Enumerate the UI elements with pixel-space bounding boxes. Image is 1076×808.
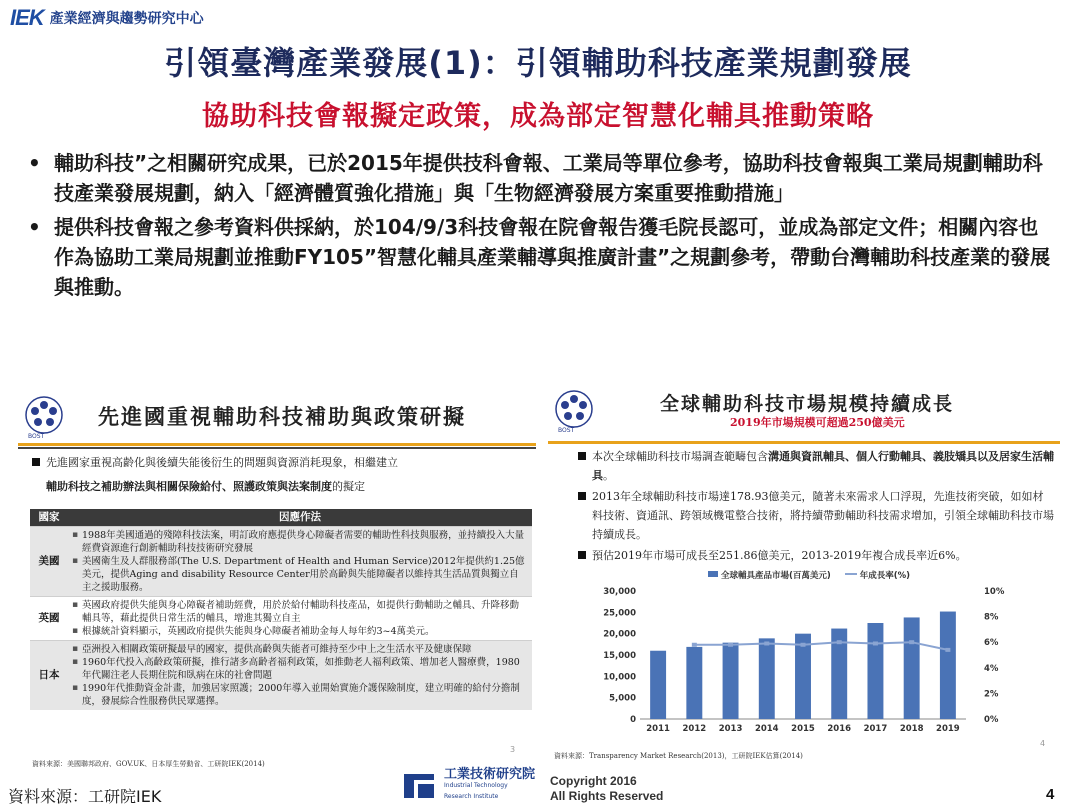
square-bullet-icon — [32, 458, 40, 466]
panel-title: 先進國重視輔助科技補助與政策研擬 — [98, 404, 466, 429]
panel-page-number: 3 — [510, 745, 516, 754]
x-tick-label: 2015 — [791, 724, 815, 734]
table-row: 美國 ▪ 1988年美國通過的殘障科技法案，明訂政府應提供身心障礙者需要的輔助性科技與服務，並持續投入大量經費資源進行創新輔助科技技術研究發展 ▪ 美國衛生及人群服務部(The U.S. Department of Health and Human Service)2012年提供約1.25億美元，提供Aging and disability Resource Center用於高齡與失能障礙者以維持其生活品質與獨立自主之援助服務。 — [30, 526, 532, 596]
market-panel — [548, 383, 1068, 775]
table-header: 因應作法 — [68, 509, 532, 526]
market-chart-svg — [594, 579, 1004, 739]
y-left-tick-label: 5,000 — [609, 693, 636, 704]
bar-2017 — [867, 623, 883, 719]
y-right-tick-label: 0% — [984, 715, 999, 725]
bar-2011 — [650, 651, 666, 719]
bar-2012 — [686, 647, 702, 719]
bullet-list — [28, 148, 1058, 306]
panel-subtitle: 2019年市場規模可超過250億美元 — [730, 416, 905, 429]
dark-divider — [18, 447, 536, 449]
y-left-tick-label: 20,000 — [603, 629, 636, 640]
x-tick-label: 2013 — [718, 724, 743, 734]
iek-logo — [10, 6, 204, 30]
growth-rate-point — [692, 643, 697, 647]
x-tick-label: 2017 — [863, 724, 888, 734]
page-title: 引領臺灣產業發展(1)：引領輔助科技產業規劃發展 — [164, 44, 912, 82]
table-row: 英國 ▪ 英國政府提供失能與身心障礙者補助經費，用於於給付輔助科技產品，如提供行動輔助之輔具、升降移動輔具等，藉此提供日常生活的輔具，增進其獨立自主 ▪ 根據統計資料顯示，英國政府提供失能與身心障礙者補助金每人每年約3~4萬美元。 — [30, 596, 532, 640]
y-right-tick-label: 8% — [984, 612, 999, 623]
logo-text: 產業經濟與趨勢研究中心 — [49, 11, 204, 27]
copyright: Copyright 2016 All Rights Reserved — [550, 774, 664, 803]
table-row: 日本 ▪ 亞洲投入相關政策研擬最早的國家，提供高齡與失能者可維持至少中上之生活水平及健康保障 ▪ 1960年代投入高齡政策研擬，推行諸多高齡者福利政策，如推動老人福利政策、增加老人醫療費，1980年代關注老人長期住院和臥病在床的社會問題 ▪ 1990年代推動資金計畫，加強居家照護；2000年導入並開始實施介護保險制度，建立明確的給付分擔制度，發展綜合性服務供民眾選擇。 — [30, 640, 532, 710]
itri-name-en: Research Institute — [444, 793, 499, 800]
table-header: 國家 — [30, 509, 68, 526]
y-left-tick-label: 15,000 — [603, 651, 636, 661]
itri-name-en: Industrial Technology — [444, 782, 508, 789]
bar-2014 — [759, 638, 775, 719]
policy-table — [30, 509, 532, 710]
growth-rate-point — [909, 640, 914, 644]
market-bullets: 本次全球輔助科技市場調查範疇包含溝通與資訊輔具、個人行動輔具、義肢矯具以及居家生活輔具。 2013年全球輔助科技市場達178.93億美元，隨著未來需求人口浮現，先進技術突破，如如材料技術、資通訊、跨領域機電整合技術，將持續帶動輔助科技需求增加，引領全球輔助科技市場持續成長。 預估2019年市場可成長至251.86億美元，2013-2019年複合成長率近6%。 — [578, 447, 1054, 565]
page-number: 4 — [1046, 786, 1055, 803]
market-chart — [594, 579, 1004, 739]
growth-rate-point — [728, 643, 733, 647]
panel-title: 全球輔助科技市場規模持續成長 — [660, 393, 955, 415]
page-subtitle: 協助科技會報擬定政策，成為部定智慧化輔具推動策略 — [202, 101, 874, 132]
source-note: 資料來源：工研院IEK — [8, 787, 162, 806]
panel-source: 資料來源：美國聯邦政府、GOV.UK、日本厚生勞動省、工研院IEK(2014) — [32, 760, 265, 768]
bost-emblem-icon — [24, 395, 64, 435]
y-right-tick-label: 6% — [984, 638, 999, 649]
y-right-tick-label: 2% — [984, 689, 999, 700]
logo-mark: IEK — [10, 5, 44, 30]
y-right-tick-label: 10% — [984, 587, 1005, 597]
x-tick-label: 2016 — [827, 724, 852, 734]
growth-rate-point — [801, 643, 806, 647]
policy-panel — [18, 383, 536, 775]
square-bullet-icon — [578, 452, 586, 460]
x-tick-label: 2019 — [936, 724, 960, 734]
growth-rate-point — [873, 641, 878, 645]
intro-text: 先進國家重視高齡化與後續失能後衍生的問題與資源消耗現象，相繼建立 輔助科技之補助辦法與相關保險給付、照護政策與法案制度的擬定 — [32, 453, 532, 496]
growth-rate-point — [945, 648, 950, 652]
panel-page-number: 4 — [1040, 739, 1046, 748]
bost-emblem-icon — [554, 389, 594, 429]
bar-2013 — [723, 643, 739, 719]
orange-divider — [548, 441, 1060, 444]
emblem-caption: BOST — [558, 427, 575, 434]
y-left-tick-label: 10,000 — [603, 672, 636, 683]
bar-2018 — [904, 617, 920, 719]
growth-rate-point — [764, 641, 769, 645]
y-left-tick-label: 25,000 — [603, 608, 636, 619]
itri-logo-icon — [400, 770, 438, 802]
itri-logo — [400, 769, 535, 802]
y-left-tick-label: 0 — [630, 715, 636, 725]
x-tick-label: 2011 — [646, 724, 670, 734]
x-tick-label: 2012 — [682, 724, 707, 734]
x-tick-label: 2018 — [899, 724, 924, 734]
orange-divider — [18, 443, 536, 446]
itri-name-zh: 工業技術研究院 — [444, 767, 536, 782]
y-right-tick-label: 4% — [984, 663, 999, 674]
emblem-caption: BOST — [28, 433, 45, 440]
legend-item-market: 全球輔具產品市場(百萬美元) — [708, 569, 831, 581]
growth-rate-point — [837, 640, 842, 644]
square-bullet-icon — [578, 551, 586, 559]
panel-source: 資料來源：Transparency Market Research(2013)，工研院IEK估算(2014) — [554, 752, 803, 760]
square-bullet-icon — [578, 492, 586, 500]
bullet-item: • 提供科技會報之參考資料供採納，於104/9/3科技會報在院會報告獲毛院長認可，並成為部定文件；相關內容也作為協助工業局規劃並推動FY105”智慧化輔具產業輔導與推廣計畫”之規劃參考，帶動台灣輔助科技產業的發展與推動。 — [28, 212, 1058, 302]
bar-2019 — [940, 612, 956, 719]
x-tick-label: 2014 — [754, 724, 779, 734]
legend-item-growth: 年成長率(%) — [845, 569, 910, 581]
bullet-item: • 輔助科技”之相關研究成果，已於2015年提供技科會報、工業局等單位參考，協助科技會報與工業局規劃輔助科技產業發展規劃，納入「經濟體質強化措施」與「生物經濟發展方案重要推動措施」 — [28, 148, 1058, 208]
y-left-tick-label: 30,000 — [603, 587, 636, 597]
